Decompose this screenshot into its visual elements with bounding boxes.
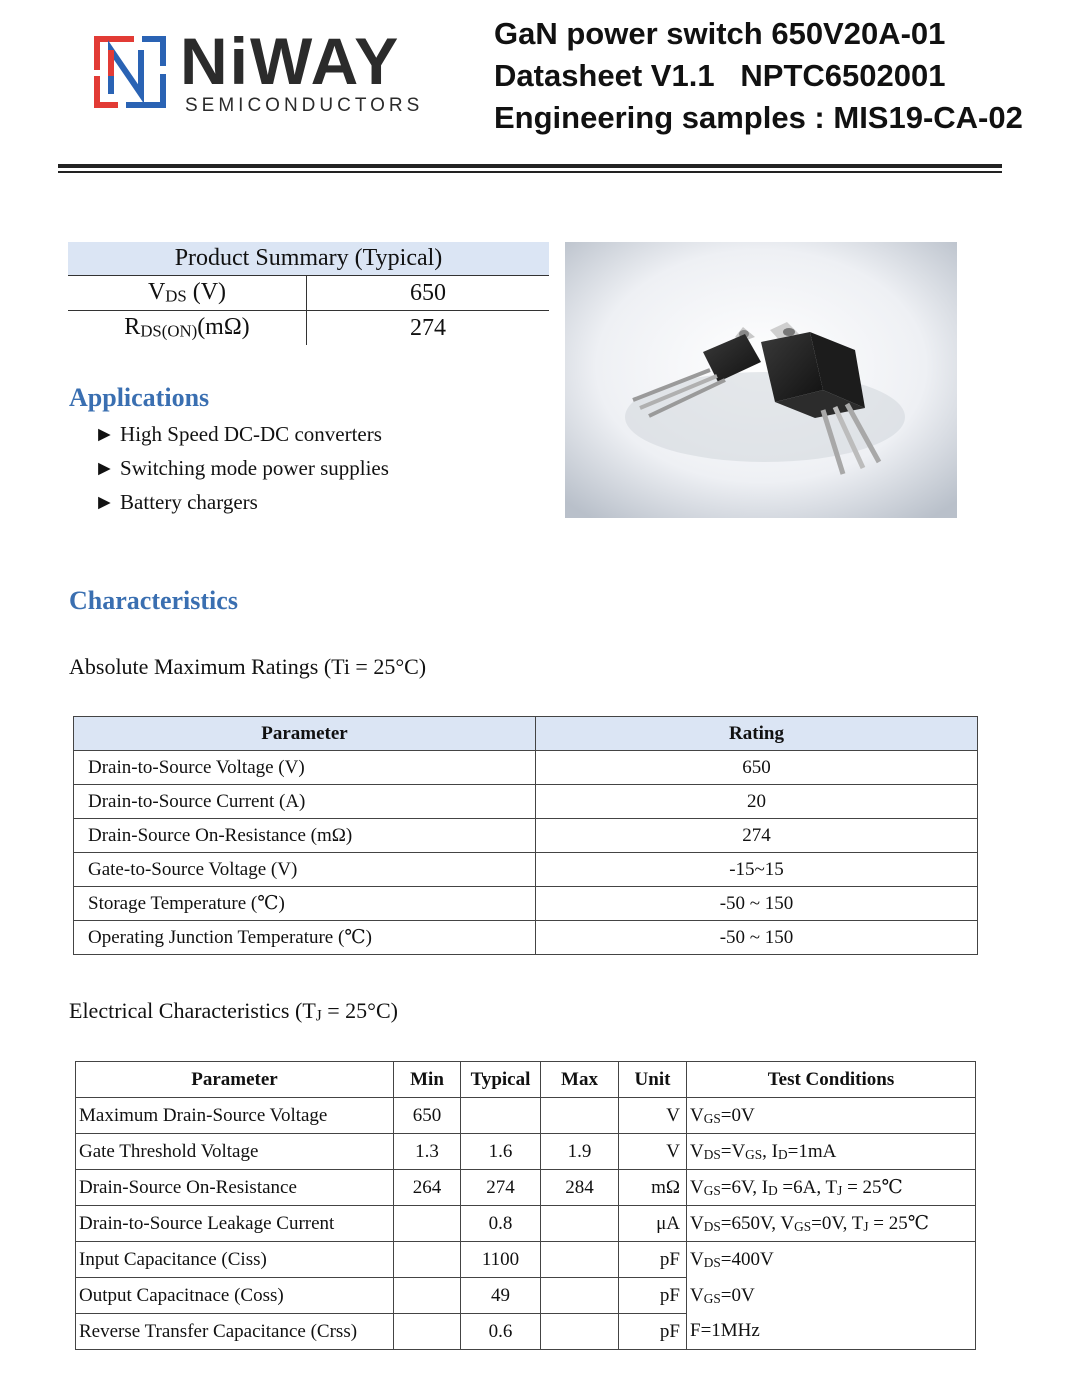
max-cell	[541, 1206, 619, 1242]
table-row	[76, 1170, 976, 1206]
condition-cell: $V_{GS}=6V$, $I_D =6A$, $T_J$ = 25℃	[687, 1170, 976, 1206]
summary-rds-label: $R_{DS(ON)}(m\Omega)$	[68, 311, 307, 346]
unit-cell: V	[619, 1134, 687, 1170]
condition-cell: F=1MHz	[687, 1314, 976, 1350]
condition-cell: $V_{GS}=0V$	[687, 1098, 976, 1134]
table-row	[74, 819, 978, 853]
unit-cell: pF	[619, 1314, 687, 1350]
unit-cell: V	[619, 1098, 687, 1134]
unit-cell: μA	[619, 1206, 687, 1242]
summary-rds-value: 274	[410, 314, 446, 341]
min-cell: 1.3	[394, 1134, 461, 1170]
min-cell	[394, 1206, 461, 1242]
max-cell: 284	[541, 1170, 619, 1206]
param-cell: Gate Threshold Voltage	[76, 1134, 394, 1170]
param-cell: Output Capacitnace (Coss)	[76, 1278, 394, 1314]
table-row	[74, 751, 978, 785]
col-header-parameter: Parameter	[74, 717, 536, 751]
summary-vds-value: 650	[307, 276, 550, 311]
table-row	[74, 853, 978, 887]
min-cell	[394, 1314, 461, 1350]
max-cell: 1.9	[541, 1134, 619, 1170]
rating-cell: -50 ~ 150	[536, 921, 978, 955]
table-row	[76, 1134, 976, 1170]
col-header-unit: Unit	[619, 1062, 687, 1098]
rating-cell: -15~15	[536, 853, 978, 887]
condition-cell: $V_{DS}=V_{GS}$, $I_D=1mA$	[687, 1134, 976, 1170]
table-row	[76, 1242, 976, 1278]
min-cell	[394, 1278, 461, 1314]
summary-title: Product Summary (Typical)	[68, 242, 549, 276]
col-header-parameter: Parameter	[76, 1062, 394, 1098]
table-row	[76, 1314, 976, 1350]
table-row	[76, 1098, 976, 1134]
param-cell: Maximum Drain-Source Voltage	[76, 1098, 394, 1134]
list-item: ► High Speed DC-DC converters	[94, 422, 382, 446]
brand-tagline: SEMICONDUCTORS	[185, 95, 424, 116]
param-cell: Drain-Source On-Resistance (mΩ)	[74, 819, 536, 853]
abs-max-title: Absolute Maximum Ratings (Ti = 25°C)	[69, 654, 427, 679]
max-cell	[541, 1278, 619, 1314]
max-cell	[541, 1314, 619, 1350]
unit-cell: mΩ	[619, 1170, 687, 1206]
header-rule	[58, 164, 1002, 168]
param-cell: Storage Temperature (℃)	[74, 887, 536, 921]
typical-cell	[461, 1098, 541, 1134]
max-cell	[541, 1242, 619, 1278]
characteristics-heading: Characteristics	[69, 586, 238, 615]
table-row	[76, 1206, 976, 1242]
min-cell: 650	[394, 1098, 461, 1134]
typical-cell: 0.6	[461, 1314, 541, 1350]
param-cell: Drain-to-Source Leakage Current	[76, 1206, 394, 1242]
product-summary-table	[68, 242, 549, 345]
abs-max-ratings-table	[73, 716, 978, 955]
summary-row-rds	[68, 311, 549, 346]
brand-name: NiWAY	[180, 24, 401, 98]
col-header-test-conditions: Test Conditions	[687, 1062, 976, 1098]
param-cell: Drain-to-Source Voltage (V)	[74, 751, 536, 785]
param-cell: Operating Junction Temperature (℃)	[74, 921, 536, 955]
rating-cell: 650	[536, 751, 978, 785]
param-cell: Drain-Source On-Resistance	[76, 1170, 394, 1206]
typical-cell: 1100	[461, 1242, 541, 1278]
niway-logo-icon	[94, 36, 166, 108]
product-title: GaN power switch 650V20A-01	[494, 16, 946, 51]
typical-cell: 0.8	[461, 1206, 541, 1242]
typical-cell: 1.6	[461, 1134, 541, 1170]
list-item: ► Switching mode power supplies	[94, 456, 389, 480]
rating-cell: -50 ~ 150	[536, 887, 978, 921]
table-row	[74, 887, 978, 921]
typical-cell: 49	[461, 1278, 541, 1314]
min-cell	[394, 1242, 461, 1278]
condition-cell: $V_{DS}=400V$	[687, 1242, 976, 1278]
col-header-min: Min	[394, 1062, 461, 1098]
electrical-characteristics-table	[75, 1061, 976, 1350]
datasheet-version: Datasheet V1.1 NPTC6502001	[494, 58, 946, 93]
table-row	[74, 921, 978, 955]
param-cell: Input Capacitance (Ciss)	[76, 1242, 394, 1278]
min-cell: 264	[394, 1170, 461, 1206]
table-row	[74, 785, 978, 819]
summary-row-vds	[68, 276, 549, 311]
applications-list	[94, 417, 389, 519]
elec-char-title: Electrical Characteristics $(T_J = 25^\circ C)$	[69, 998, 398, 1025]
header-rule-thin	[58, 171, 1002, 173]
summary-vds-label: $V_{DS}$ (V)	[68, 276, 307, 311]
rating-cell: 274	[536, 819, 978, 853]
param-cell: Drain-to-Source Current (A)	[74, 785, 536, 819]
product-photo	[565, 242, 957, 518]
engineering-samples: Engineering samples : MIS19-CA-02	[494, 100, 1023, 135]
applications-heading: Applications	[69, 383, 210, 412]
condition-cell: $V_{DS}=650V$, $V_{GS}=0V$, $T_J$ = 25℃	[687, 1206, 976, 1242]
param-cell: Gate-to-Source Voltage (V)	[74, 853, 536, 887]
list-item: ► Battery chargers	[94, 490, 258, 514]
typical-cell: 274	[461, 1170, 541, 1206]
rating-cell: 20	[536, 785, 978, 819]
col-header-max: Max	[541, 1062, 619, 1098]
max-cell	[541, 1098, 619, 1134]
unit-cell: pF	[619, 1278, 687, 1314]
param-cell: Reverse Transfer Capacitance (Crss)	[76, 1314, 394, 1350]
unit-cell: pF	[619, 1242, 687, 1278]
condition-cell: $V_{GS}=0V$	[687, 1278, 976, 1314]
col-header-rating: Rating	[536, 717, 978, 751]
col-header-typical: Typical	[461, 1062, 541, 1098]
table-row	[76, 1278, 976, 1314]
